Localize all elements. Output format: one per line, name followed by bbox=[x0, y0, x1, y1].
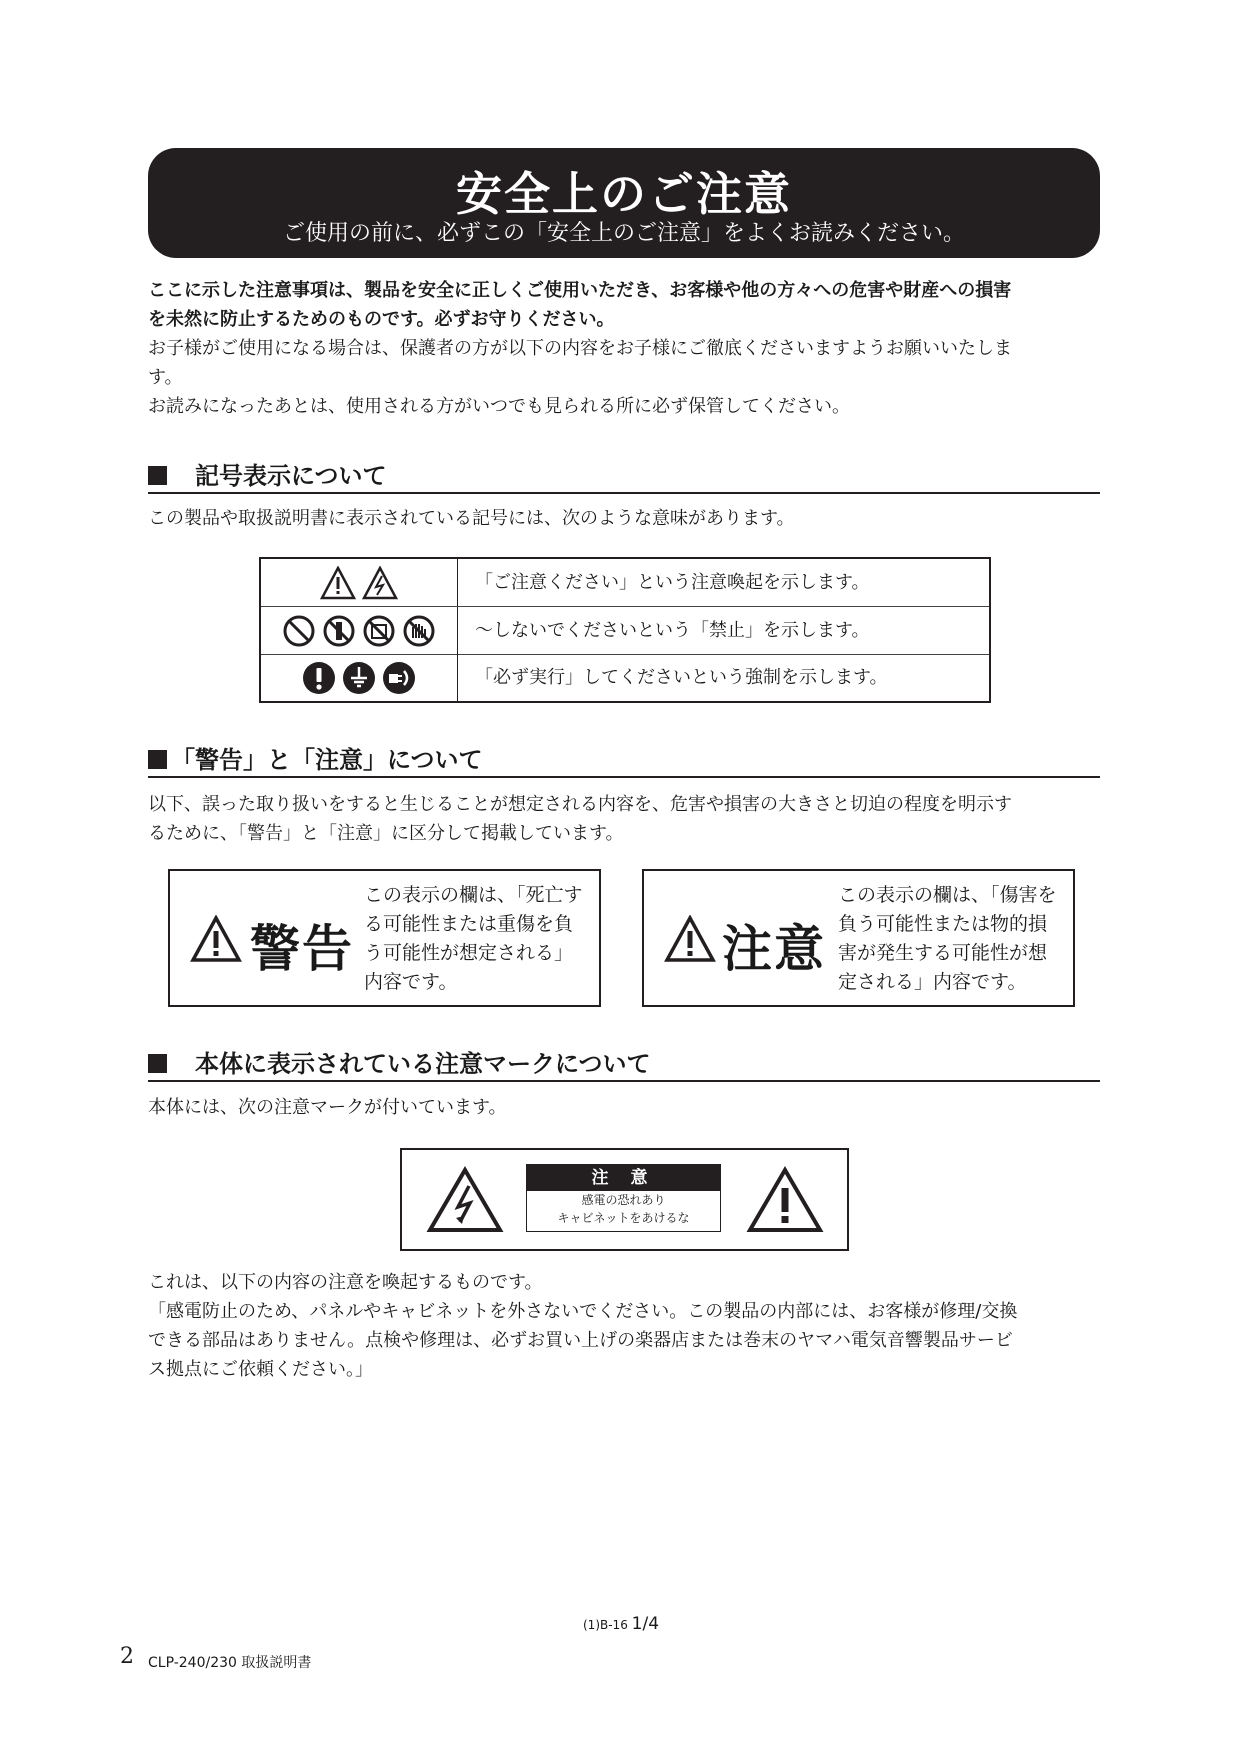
caution-desc-line: 負う可能性または物的損 bbox=[838, 913, 1048, 935]
caution-desc-line: この表示の欄は、「傷害を bbox=[838, 884, 1057, 906]
document-code-fraction: 1/4 bbox=[631, 1614, 660, 1634]
intro-line: お子様がご使用になる場合は、保護者の方が以下の内容をお子様にご徹底くださいますようお願いいたしま bbox=[148, 338, 1012, 359]
page-number: 2 bbox=[120, 1644, 134, 1669]
prohibited-icon bbox=[282, 614, 316, 648]
product-caution-label bbox=[400, 1148, 849, 1251]
symbol-row bbox=[261, 654, 989, 701]
square-bullet-icon bbox=[148, 466, 167, 485]
square-bullet-icon bbox=[148, 1054, 167, 1073]
warning-description bbox=[364, 881, 600, 997]
no-water-icon bbox=[362, 614, 396, 648]
warning-desc-line: この表示の欄は、「死亡す bbox=[364, 884, 583, 906]
section-heading-warning-caution bbox=[148, 740, 1100, 778]
manual-model-name: CLP-240/230 取扱説明書 bbox=[148, 1655, 312, 1671]
explanation-line: これは、以下の内容の注意を喚起するものです。 bbox=[148, 1272, 543, 1293]
square-bullet-icon bbox=[148, 750, 167, 769]
caution-description bbox=[838, 881, 1074, 997]
label-title: 注 意 bbox=[527, 1165, 720, 1191]
intro-line: す。 bbox=[148, 367, 183, 388]
no-disassembly-icon bbox=[322, 614, 356, 648]
intro-bold-line: を未然に防止するためのものです。必ずお守りください。 bbox=[148, 309, 615, 330]
caution-triangle-icon bbox=[664, 915, 716, 963]
symbol-meaning: ～しないでくださいという「禁止」を示します。 bbox=[475, 620, 870, 641]
electric-shock-triangle-icon bbox=[426, 1166, 504, 1234]
section-heading-product-marks bbox=[148, 1044, 1100, 1082]
intro-bold-line: ここに示した注意事項は、製品を安全に正しくご使用いただき、お客様や他の方々への危害や財産への損害 bbox=[148, 280, 1012, 301]
document-code bbox=[583, 1614, 659, 1634]
page-title: 安全上のご注意 bbox=[456, 167, 792, 221]
symbol-row bbox=[261, 559, 989, 606]
symbol-icons bbox=[261, 607, 458, 654]
section-heading-symbols bbox=[148, 456, 1100, 494]
warning-label: 警告 bbox=[250, 920, 354, 978]
warning-triangle-icon bbox=[190, 915, 242, 963]
caution-desc-line: 害が発生する可能性が想 bbox=[838, 942, 1048, 964]
explanation-line: ス拠点にご依頼ください。」 bbox=[148, 1359, 373, 1380]
document-code-id: (1)B-16 bbox=[583, 1618, 628, 1632]
section-heading-text: 本体に表示されている注意マークについて bbox=[195, 1050, 651, 1078]
title-banner bbox=[148, 148, 1100, 258]
section2-line: 以下、誤った取り扱いをすると生じることが想定される内容を、危害や損害の大きさと切迫の程度を明示す bbox=[148, 794, 1012, 815]
warning-desc-line: 内容です。 bbox=[364, 971, 458, 993]
symbol-row bbox=[261, 607, 989, 654]
explanation-line: 「感電防止のため、パネルやキャビネットを外さないでください。この製品の内部には、お客様が修理/交換 bbox=[148, 1301, 1018, 1322]
symbol-meaning: 「ご注意ください」という注意喚起を示します。 bbox=[475, 572, 870, 593]
section3-explanation bbox=[148, 1268, 1100, 1384]
symbol-table bbox=[259, 557, 991, 703]
section2-text bbox=[148, 790, 1100, 848]
label-line: キャビネットをあけるな bbox=[557, 1211, 690, 1225]
electric-shock-triangle-icon bbox=[362, 566, 398, 600]
page-subtitle: ご使用の前に、必ずこの「安全上のご注意」をよくお読みください。 bbox=[282, 221, 965, 246]
no-touch-icon bbox=[402, 614, 436, 648]
explanation-line: できる部品はありません。点検や修理は、必ずお買い上げの楽器店または巻末のヤマハ電気音響製品サービ bbox=[148, 1330, 1013, 1351]
symbol-meaning: 「必ず実行」してくださいという強制を示します。 bbox=[475, 667, 888, 688]
caution-label: 注意 bbox=[722, 920, 826, 978]
ground-icon bbox=[342, 661, 376, 695]
section1-text: この製品や取扱説明書に表示されている記号には、次のような意味があります。 bbox=[148, 508, 795, 529]
caution-box bbox=[642, 869, 1075, 1007]
symbol-icons bbox=[261, 559, 458, 606]
unplug-icon bbox=[382, 661, 416, 695]
label-text-panel bbox=[526, 1164, 721, 1232]
intro-line: お読みになったあとは、使用される方がいつでも見られる所に必ず保管してください。 bbox=[148, 396, 850, 417]
warning-desc-line: う可能性が想定される」 bbox=[364, 942, 574, 964]
warning-desc-line: る可能性または重傷を負 bbox=[364, 913, 574, 935]
warning-box bbox=[168, 869, 601, 1007]
label-line: 感電の恐れあり bbox=[581, 1193, 666, 1207]
mandatory-icon bbox=[302, 661, 336, 695]
section3-text: 本体には、次の注意マークが付いています。 bbox=[148, 1097, 507, 1118]
intro-paragraph bbox=[148, 276, 1100, 421]
caution-triangle-icon bbox=[746, 1166, 824, 1234]
section2-line: るために、「警告」と「注意」に区分して掲載しています。 bbox=[148, 823, 624, 844]
section-heading-text: 記号表示について bbox=[195, 462, 387, 490]
section-heading-text: 「警告」と「注意」について bbox=[171, 746, 483, 774]
symbol-icons bbox=[261, 654, 458, 701]
caution-triangle-icon bbox=[320, 566, 356, 600]
caution-desc-line: 定される」内容です。 bbox=[838, 971, 1027, 993]
